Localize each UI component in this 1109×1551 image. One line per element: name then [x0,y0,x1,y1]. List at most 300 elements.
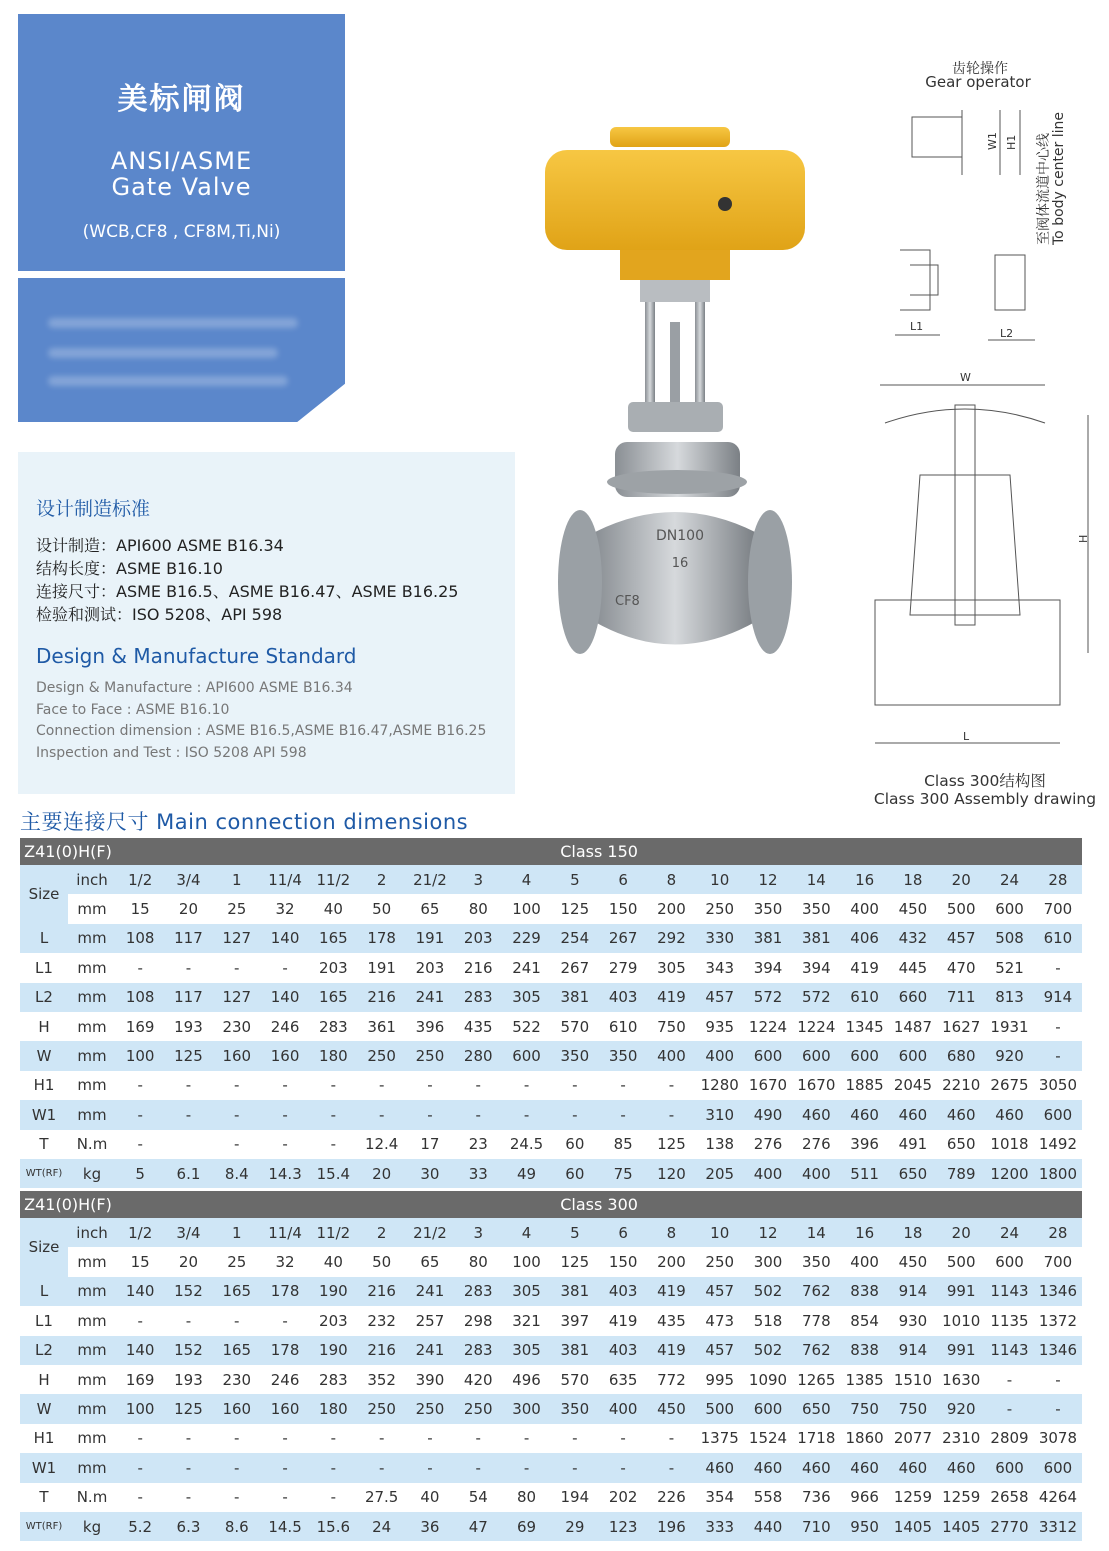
value-cell: 203 [406,953,454,982]
pressure-class: Class 300 [116,1191,1082,1218]
value-cell: 600 [840,1041,888,1070]
bonnet-flange [607,470,747,494]
value-cell: 600 [889,1041,937,1070]
value-cell: 500 [696,1394,744,1423]
body-marking-material: CF8 [615,594,640,609]
center-line-label-en: To body center line [1051,111,1067,245]
value-cell: 1492 [1034,1130,1083,1159]
value-cell: - [261,1453,309,1482]
value-cell: 1718 [792,1424,840,1453]
standards-heading-cn: 设计制造标准 [36,498,151,520]
value-cell: 60 [551,1159,599,1188]
value-cell: 125 [164,1041,212,1070]
unit-cell: kg [68,1159,116,1188]
value-cell: 300 [502,1394,550,1423]
value-cell: 572 [744,983,792,1012]
value-cell: 2658 [985,1483,1033,1512]
size-inch-cell: 14 [792,1218,840,1247]
value-cell: 396 [840,1130,888,1159]
table-row [20,1306,1082,1335]
unit-cell: mm [68,953,116,982]
model-code: Z41(0)H(F) [20,838,116,865]
value-cell: 203 [454,924,502,953]
value-cell: 254 [551,924,599,953]
value-cell: 789 [937,1159,985,1188]
size-inch-cell: 8 [647,1218,695,1247]
size-mm-cell: 300 [744,1247,792,1276]
value-cell: 1931 [985,1012,1033,1041]
value-cell: - [213,1130,261,1159]
bonnet-outline [910,475,1020,615]
value-cell: - [116,1071,164,1100]
table-row [20,1218,1082,1247]
value-cell: - [502,1071,550,1100]
value-cell: 1860 [840,1424,888,1453]
value-cell: 125 [647,1130,695,1159]
value-cell: 230 [213,1365,261,1394]
size-inch-cell: 11/2 [309,1218,357,1247]
value-cell: 160 [213,1041,261,1070]
value-cell: 2045 [889,1071,937,1100]
value-cell: 762 [792,1336,840,1365]
value-cell: 298 [454,1306,502,1335]
value-cell: 100 [116,1041,164,1070]
yoke-arm [695,302,705,412]
value-cell: 950 [840,1512,888,1541]
standards-box [18,452,515,794]
value-cell: 460 [937,1453,985,1482]
row-label: L2 [20,983,68,1012]
value-cell: 680 [937,1041,985,1070]
size-mm-cell: 32 [261,894,309,923]
value-cell: 178 [261,1277,309,1306]
value-cell: 140 [261,924,309,953]
value-cell: 502 [744,1336,792,1365]
value-cell: 470 [937,953,985,982]
value-cell: 1143 [985,1336,1033,1365]
size-mm-cell: 700 [1034,894,1083,923]
value-cell: 854 [840,1306,888,1335]
value-cell: 12.4 [358,1130,406,1159]
value-cell: 403 [599,1277,647,1306]
value-cell: - [261,1130,309,1159]
size-inch-cell: 1 [213,1218,261,1247]
value-cell: - [261,1306,309,1335]
size-mm-cell: 80 [454,1247,502,1276]
row-label-size: Size [20,865,68,924]
value-cell: 20 [358,1159,406,1188]
value-cell: 283 [309,1012,357,1041]
value-cell: - [261,953,309,982]
value-cell: 229 [502,924,550,953]
body-marking-size: DN100 [656,528,704,544]
value-cell: - [599,1071,647,1100]
left-flange [558,510,602,654]
value-cell: 991 [937,1336,985,1365]
size-inch-cell: 11/4 [261,865,309,894]
value-cell: 2675 [985,1071,1033,1100]
size-mm-cell: 20 [164,894,212,923]
value-cell: 343 [696,953,744,982]
value-cell: - [213,1071,261,1100]
value-cell: 650 [937,1130,985,1159]
value-cell: 276 [792,1130,840,1159]
value-cell: 140 [116,1277,164,1306]
value-cell: 250 [358,1394,406,1423]
value-cell: 600 [792,1041,840,1070]
value-cell: 1524 [744,1424,792,1453]
value-cell: 350 [551,1041,599,1070]
size-inch-cell: 18 [889,1218,937,1247]
value-cell: - [1034,1394,1083,1423]
value-cell: 496 [502,1365,550,1394]
value-cell: 419 [647,1277,695,1306]
size-inch-cell: 21/2 [406,865,454,894]
blurred-text-line [48,348,278,358]
size-mm-cell: 200 [647,1247,695,1276]
value-cell: - [551,1100,599,1129]
value-cell: - [599,1424,647,1453]
size-mm-cell: 100 [502,894,550,923]
value-cell: - [599,1100,647,1129]
size-mm-cell: 15 [116,894,164,923]
value-cell: - [213,953,261,982]
packing-gland [628,402,723,432]
value-cell: 178 [358,924,406,953]
size-inch-cell: 3 [454,865,502,894]
value-cell: 1487 [889,1012,937,1041]
title-english-line1: ANSI/ASME [110,147,253,175]
value-cell: 5 [116,1159,164,1188]
size-inch-cell: 1/2 [116,1218,164,1247]
value-cell: 24.5 [502,1130,550,1159]
value-cell: 1259 [889,1483,937,1512]
value-cell: 966 [840,1483,888,1512]
value-cell: - [164,1306,212,1335]
row-label: W [20,1041,68,1070]
unit-cell: mm [68,1306,116,1335]
value-cell: 85 [599,1130,647,1159]
value-cell: 191 [358,953,406,982]
drawing-caption-cn: Class 300结构图 [924,772,1046,790]
value-cell: - [309,1483,357,1512]
value-cell: 1405 [937,1512,985,1541]
size-inch-cell: 28 [1034,1218,1083,1247]
value-cell: 390 [406,1365,454,1394]
value-cell: 33 [454,1159,502,1188]
value-cell: 381 [744,924,792,953]
size-inch-cell: 8 [647,865,695,894]
value-cell: 1200 [985,1159,1033,1188]
value-cell: 1885 [840,1071,888,1100]
value-cell: 354 [696,1483,744,1512]
value-cell: - [502,1100,550,1129]
standards-heading-en: Design & Manufacture Standard [36,644,357,668]
value-cell: - [358,1071,406,1100]
value-cell: - [261,1071,309,1100]
value-cell: 1670 [744,1071,792,1100]
value-cell: 6.1 [164,1159,212,1188]
right-flange [748,510,792,654]
value-cell: 750 [840,1394,888,1423]
value-cell: 457 [696,1336,744,1365]
value-cell: - [213,1424,261,1453]
title-materials: (WCB,CF8 , CF8M,Ti,Ni) [82,222,281,242]
value-cell: 460 [792,1453,840,1482]
value-cell: 333 [696,1512,744,1541]
value-cell: 321 [502,1306,550,1335]
value-cell: 3312 [1034,1512,1083,1541]
value-cell: 305 [502,983,550,1012]
value-cell: 180 [309,1041,357,1070]
size-mm-cell: 32 [261,1247,309,1276]
value-cell: 1627 [937,1012,985,1041]
size-mm-cell: 80 [454,894,502,923]
dim-w1: W1 [986,132,999,150]
row-label: H [20,1012,68,1041]
unit-cell: inch [68,1218,116,1247]
value-cell: - [454,1071,502,1100]
table-header-row [20,838,1082,865]
value-cell: 419 [599,1306,647,1335]
size-inch-cell: 11/2 [309,865,357,894]
value-cell: 394 [792,953,840,982]
unit-cell: N.m [68,1483,116,1512]
value-cell: 490 [744,1100,792,1129]
value-cell: 1510 [889,1365,937,1394]
value-cell: 193 [164,1012,212,1041]
value-cell: 400 [792,1159,840,1188]
value-cell: 419 [647,983,695,1012]
unit-cell: mm [68,1247,116,1276]
value-cell: 117 [164,924,212,953]
value-cell: 216 [454,953,502,982]
value-cell: 230 [213,1012,261,1041]
value-cell: - [599,1453,647,1482]
value-cell: 1372 [1034,1306,1083,1335]
value-cell: - [358,1100,406,1129]
value-cell: 1224 [744,1012,792,1041]
assembly-drawing [860,55,1100,775]
value-cell: 169 [116,1012,164,1041]
value-cell: 1345 [840,1012,888,1041]
value-cell [164,1130,212,1159]
table-row [20,1512,1082,1541]
value-cell: 15.6 [309,1512,357,1541]
size-inch-cell: 6 [599,1218,647,1247]
value-cell: 80 [502,1483,550,1512]
row-label: L [20,924,68,953]
value-cell: 283 [454,1277,502,1306]
butt-weld-detail-l2 [995,255,1025,310]
size-mm-cell: 40 [309,894,357,923]
value-cell: 650 [889,1159,937,1188]
value-cell: 47 [454,1512,502,1541]
value-cell: 435 [647,1306,695,1335]
value-cell: 178 [261,1336,309,1365]
standards-line: 设计制造：API600 ASME B16.34 [36,536,284,555]
yoke-arm [645,302,655,412]
size-inch-cell: 20 [937,1218,985,1247]
unit-cell: mm [68,1041,116,1070]
row-label: L2 [20,1336,68,1365]
value-cell: 508 [985,924,1033,953]
value-cell: 518 [744,1306,792,1335]
handwheel-outline [885,409,1045,423]
blurred-text-line [48,318,298,328]
value-cell: - [164,1100,212,1129]
value-cell: 460 [840,1100,888,1129]
value-cell: 930 [889,1306,937,1335]
value-cell: - [116,953,164,982]
value-cell: 160 [261,1041,309,1070]
value-cell: 140 [116,1336,164,1365]
size-mm-cell: 500 [937,894,985,923]
actuator-base [620,250,730,280]
row-label: W1 [20,1100,68,1129]
value-cell: - [647,1453,695,1482]
size-mm-cell: 25 [213,1247,261,1276]
value-cell: 17 [406,1130,454,1159]
value-cell: 813 [985,983,1033,1012]
value-cell: - [406,1100,454,1129]
value-cell: 838 [840,1336,888,1365]
standards-line: Face to Face : ASME B16.10 [36,701,230,718]
value-cell: - [309,1100,357,1129]
table-row [20,1041,1082,1070]
value-cell: 600 [744,1394,792,1423]
value-cell: - [406,1424,454,1453]
size-inch-cell: 12 [744,1218,792,1247]
value-cell: 432 [889,924,937,953]
size-inch-cell: 24 [985,1218,1033,1247]
size-mm-cell: 450 [889,1247,937,1276]
value-cell: 610 [1034,924,1083,953]
value-cell: 3050 [1034,1071,1083,1100]
size-mm-cell: 150 [599,894,647,923]
title-english-line2: Gate Valve [111,173,252,201]
value-cell: 8.6 [213,1512,261,1541]
size-inch-cell: 10 [696,1218,744,1247]
title-panel [18,14,345,271]
value-cell: 350 [599,1041,647,1070]
section-title: 主要连接尺寸 Main connection dimensions [20,810,469,834]
size-mm-cell: 600 [985,894,1033,923]
size-mm-cell: 450 [889,894,937,923]
size-inch-cell: 1 [213,865,261,894]
value-cell: 600 [1034,1453,1083,1482]
value-cell: - [213,1483,261,1512]
value-cell: 381 [792,924,840,953]
row-label: L1 [20,953,68,982]
dim-h1: H1 [1005,134,1018,150]
value-cell: 283 [454,983,502,1012]
size-mm-cell: 25 [213,894,261,923]
value-cell: 457 [696,983,744,1012]
value-cell: 381 [551,983,599,1012]
unit-cell: mm [68,1424,116,1453]
row-label: L1 [20,1306,68,1335]
value-cell: 397 [551,1306,599,1335]
value-cell: 460 [985,1100,1033,1129]
value-cell: - [261,1424,309,1453]
value-cell: 125 [164,1394,212,1423]
value-cell: - [164,1453,212,1482]
standards-list-cn [36,534,458,626]
size-mm-cell: 250 [696,894,744,923]
value-cell: 60 [551,1130,599,1159]
pressure-class: Class 150 [116,838,1082,865]
value-cell: 165 [309,983,357,1012]
value-cell: 49 [502,1159,550,1188]
gear-operator-label-cn: 齿轮操作 [952,61,1008,77]
unit-cell: mm [68,1394,116,1423]
size-mm-cell: 200 [647,894,695,923]
size-inch-cell: 12 [744,865,792,894]
size-inch-cell: 24 [985,865,1033,894]
table-row [20,983,1082,1012]
value-cell: 403 [599,983,647,1012]
value-cell: 193 [164,1365,212,1394]
gear-operator-sketch [912,117,962,157]
value-cell: 457 [696,1277,744,1306]
value-cell: 69 [502,1512,550,1541]
value-cell: 778 [792,1306,840,1335]
table-row [20,865,1082,894]
size-mm-cell: 100 [502,1247,550,1276]
value-cell: 570 [551,1365,599,1394]
table-row [20,1453,1082,1482]
value-cell: 750 [647,1012,695,1041]
yoke-top [640,280,710,302]
value-cell: 1259 [937,1483,985,1512]
value-cell: 460 [889,1100,937,1129]
value-cell: - [551,1424,599,1453]
value-cell: 305 [502,1277,550,1306]
unit-cell: kg [68,1512,116,1541]
value-cell: 995 [696,1365,744,1394]
value-cell: 1018 [985,1130,1033,1159]
value-cell: 8.4 [213,1159,261,1188]
size-mm-cell: 250 [696,1247,744,1276]
table-row [20,1336,1082,1365]
row-label: L [20,1277,68,1306]
value-cell: 460 [696,1453,744,1482]
value-cell: - [1034,953,1083,982]
value-cell: 558 [744,1483,792,1512]
standards-line: Inspection and Test : ISO 5208 API 598 [36,744,307,761]
value-cell: 194 [551,1483,599,1512]
value-cell: 914 [1034,983,1083,1012]
value-cell: 241 [502,953,550,982]
value-cell: - [1034,1012,1083,1041]
unit-cell: mm [68,1012,116,1041]
value-cell: 250 [406,1041,454,1070]
value-cell: 460 [937,1100,985,1129]
size-mm-cell: 350 [792,1247,840,1276]
size-inch-cell: 21/2 [406,1218,454,1247]
dim-h: H [1077,534,1090,543]
size-mm-cell: 50 [358,894,406,923]
value-cell: 203 [309,1306,357,1335]
value-cell: - [985,1394,1033,1423]
value-cell: 350 [551,1394,599,1423]
table-row [20,1365,1082,1394]
value-cell: 460 [744,1453,792,1482]
size-inch-cell: 20 [937,865,985,894]
value-cell: 205 [696,1159,744,1188]
value-cell: 600 [502,1041,550,1070]
